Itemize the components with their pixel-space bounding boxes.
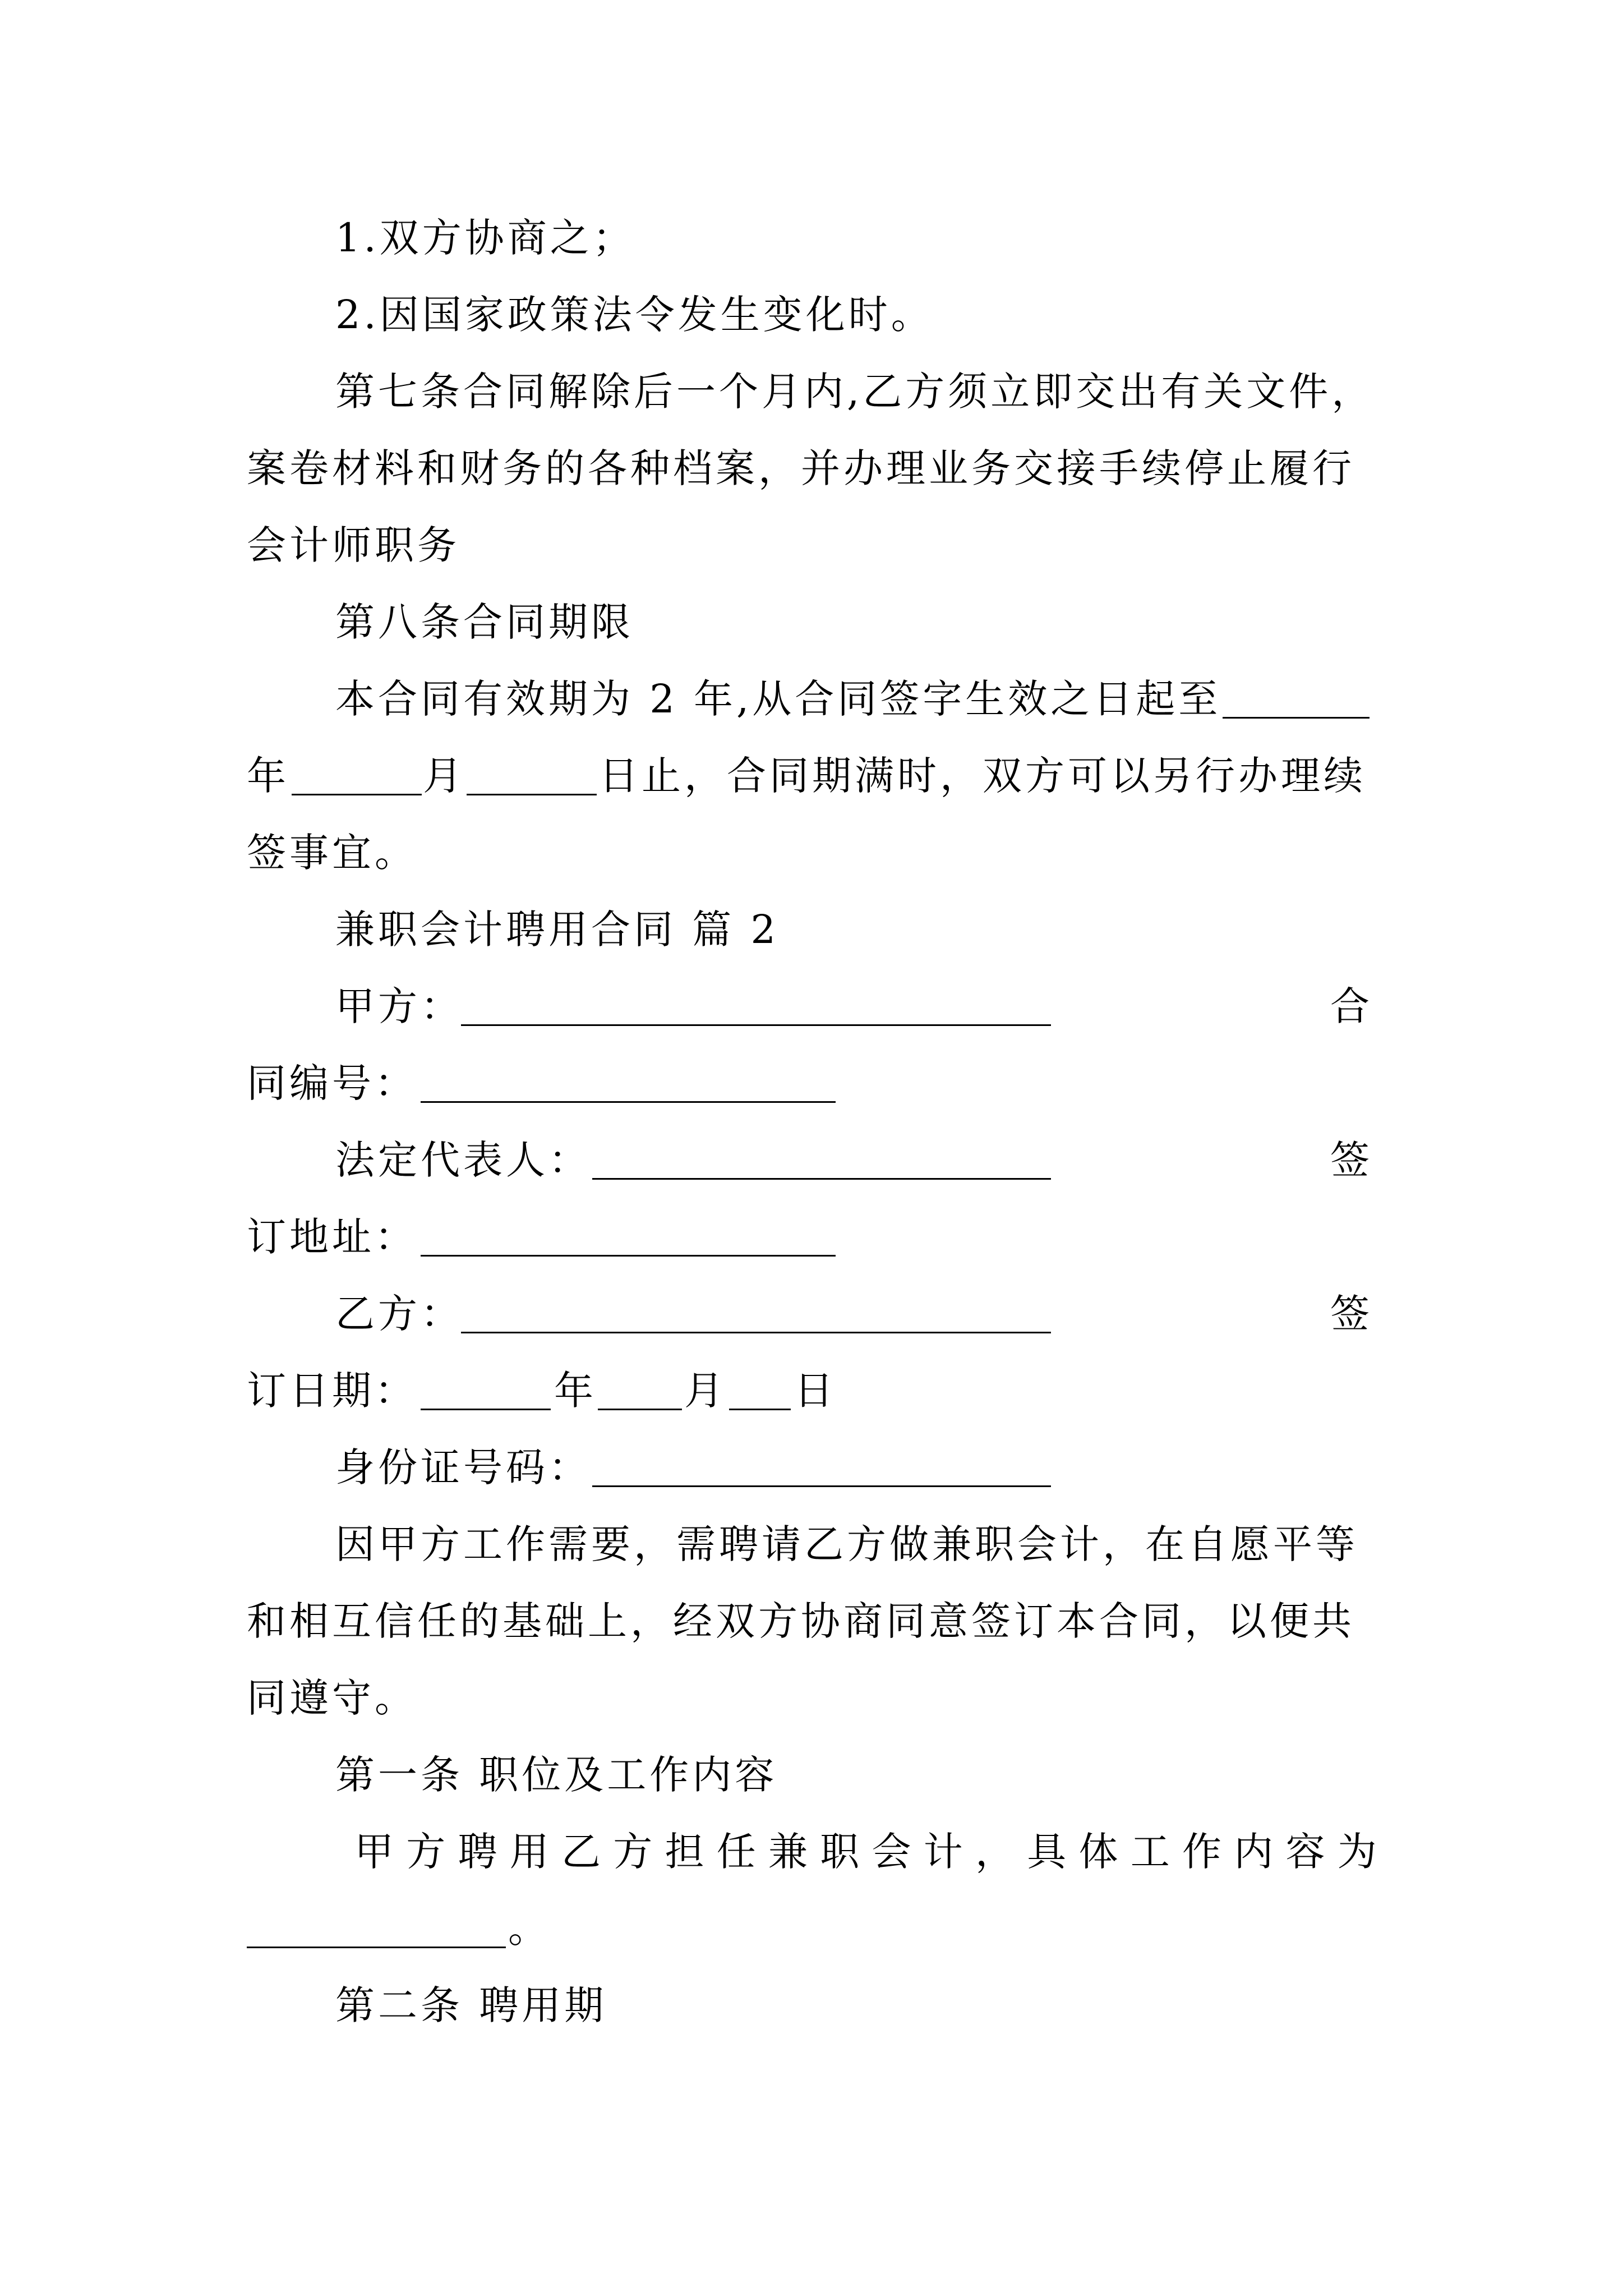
field-label: 身份证号码： — [335, 1444, 591, 1490]
field-label: 日 — [794, 1368, 837, 1414]
article-8-line-2 — [0, 742, 1623, 809]
field-label: 乙方： — [335, 1291, 463, 1337]
signing-address-blank — [421, 1255, 836, 1257]
paragraph-text: 案卷材料和财务的各种档案，并办理业务交接手续停止履行 — [247, 445, 1355, 491]
article-7-line-1 — [0, 358, 1623, 425]
list-item-1 — [0, 204, 1623, 272]
article-1-line-1 — [0, 1818, 1623, 1885]
paragraph-text: 1.双方协商之； — [335, 215, 635, 261]
section-heading: 兼职会计聘用合同 篇 2 — [335, 907, 780, 953]
id-number-blank — [592, 1485, 1051, 1487]
article-8-line-3 — [0, 819, 1623, 886]
article-8-line-1 — [0, 665, 1623, 733]
paragraph-text: 甲 方 聘 用 乙 方 担 任 兼 职 会 计 ， 具 体 工 作 内 容 为 — [354, 1829, 1377, 1875]
field-label: 签 — [1330, 1137, 1373, 1183]
field-label: 同编号： — [247, 1060, 417, 1106]
paragraph-text: 月 — [423, 753, 465, 799]
paragraph-text: 。 — [508, 1906, 551, 1952]
paragraph-text: 因甲方工作需要，需聘请乙方做兼职会计，在自愿平等 — [335, 1521, 1358, 1567]
blank-line — [467, 794, 597, 795]
section-heading: 第八条合同期限 — [335, 599, 634, 645]
job-content-blank — [247, 1947, 506, 1948]
party-a-line — [0, 973, 1623, 1040]
legal-representative-line — [0, 1126, 1623, 1194]
blank-line — [1223, 717, 1370, 719]
contract-title — [0, 896, 1623, 963]
field-label: 年 — [554, 1368, 597, 1414]
article-7-line-3 — [0, 512, 1623, 579]
article-7-line-2 — [0, 435, 1623, 502]
article-8-heading — [0, 588, 1623, 656]
paragraph-text: 签事宜。 — [247, 830, 417, 876]
field-label: 订日期： — [247, 1368, 417, 1414]
contract-number-blank — [421, 1101, 836, 1103]
party-b-line — [0, 1280, 1623, 1347]
paragraph-text: 会计师职务 — [247, 522, 460, 568]
article-1-heading — [0, 1741, 1623, 1809]
paragraph-text: 本合同有效期为 2 年,从合同签字生效之日起至 — [335, 676, 1221, 722]
field-label: 月 — [684, 1368, 727, 1414]
paragraph-text: 年 — [247, 753, 289, 799]
id-number-line — [0, 1434, 1623, 1501]
article-2-heading — [0, 1972, 1623, 2039]
party-a-blank — [461, 1024, 1051, 1026]
field-label: 签 — [1330, 1291, 1373, 1337]
blank-line — [729, 1409, 791, 1410]
signing-address-line — [0, 1203, 1623, 1271]
blank-line — [292, 794, 422, 795]
list-item-2 — [0, 281, 1623, 348]
article-1-line-2 — [0, 1895, 1623, 1962]
blank-line — [421, 1409, 551, 1410]
preamble-line-1 — [0, 1511, 1623, 1578]
field-label: 法定代表人： — [335, 1137, 591, 1183]
field-label: 甲方： — [335, 983, 463, 1029]
paragraph-text: 第七条合同解除后一个月内,乙方须立即交出有关文件， — [335, 369, 1375, 415]
contract-number-line — [0, 1050, 1623, 1117]
paragraph-text: 同遵守。 — [247, 1675, 417, 1721]
signing-date-line — [0, 1357, 1623, 1424]
paragraph-text: 日止，合同期满时，双方可以另行办理续 — [599, 753, 1366, 799]
section-heading: 第二条 聘用期 — [335, 1982, 607, 2028]
field-label: 合 — [1330, 983, 1373, 1029]
blank-line — [598, 1409, 682, 1410]
field-label: 订地址： — [247, 1214, 417, 1260]
preamble-line-3 — [0, 1664, 1623, 1732]
section-heading: 第一条 职位及工作内容 — [335, 1752, 778, 1798]
paragraph-text: 和相互信任的基础上，经双方协商同意签订本合同，以便共 — [247, 1598, 1355, 1644]
legal-representative-blank — [592, 1178, 1051, 1180]
paragraph-text: 2.因国家政策法令发生变化时。 — [335, 292, 934, 338]
preamble-line-2 — [0, 1588, 1623, 1655]
party-b-blank — [461, 1332, 1051, 1333]
